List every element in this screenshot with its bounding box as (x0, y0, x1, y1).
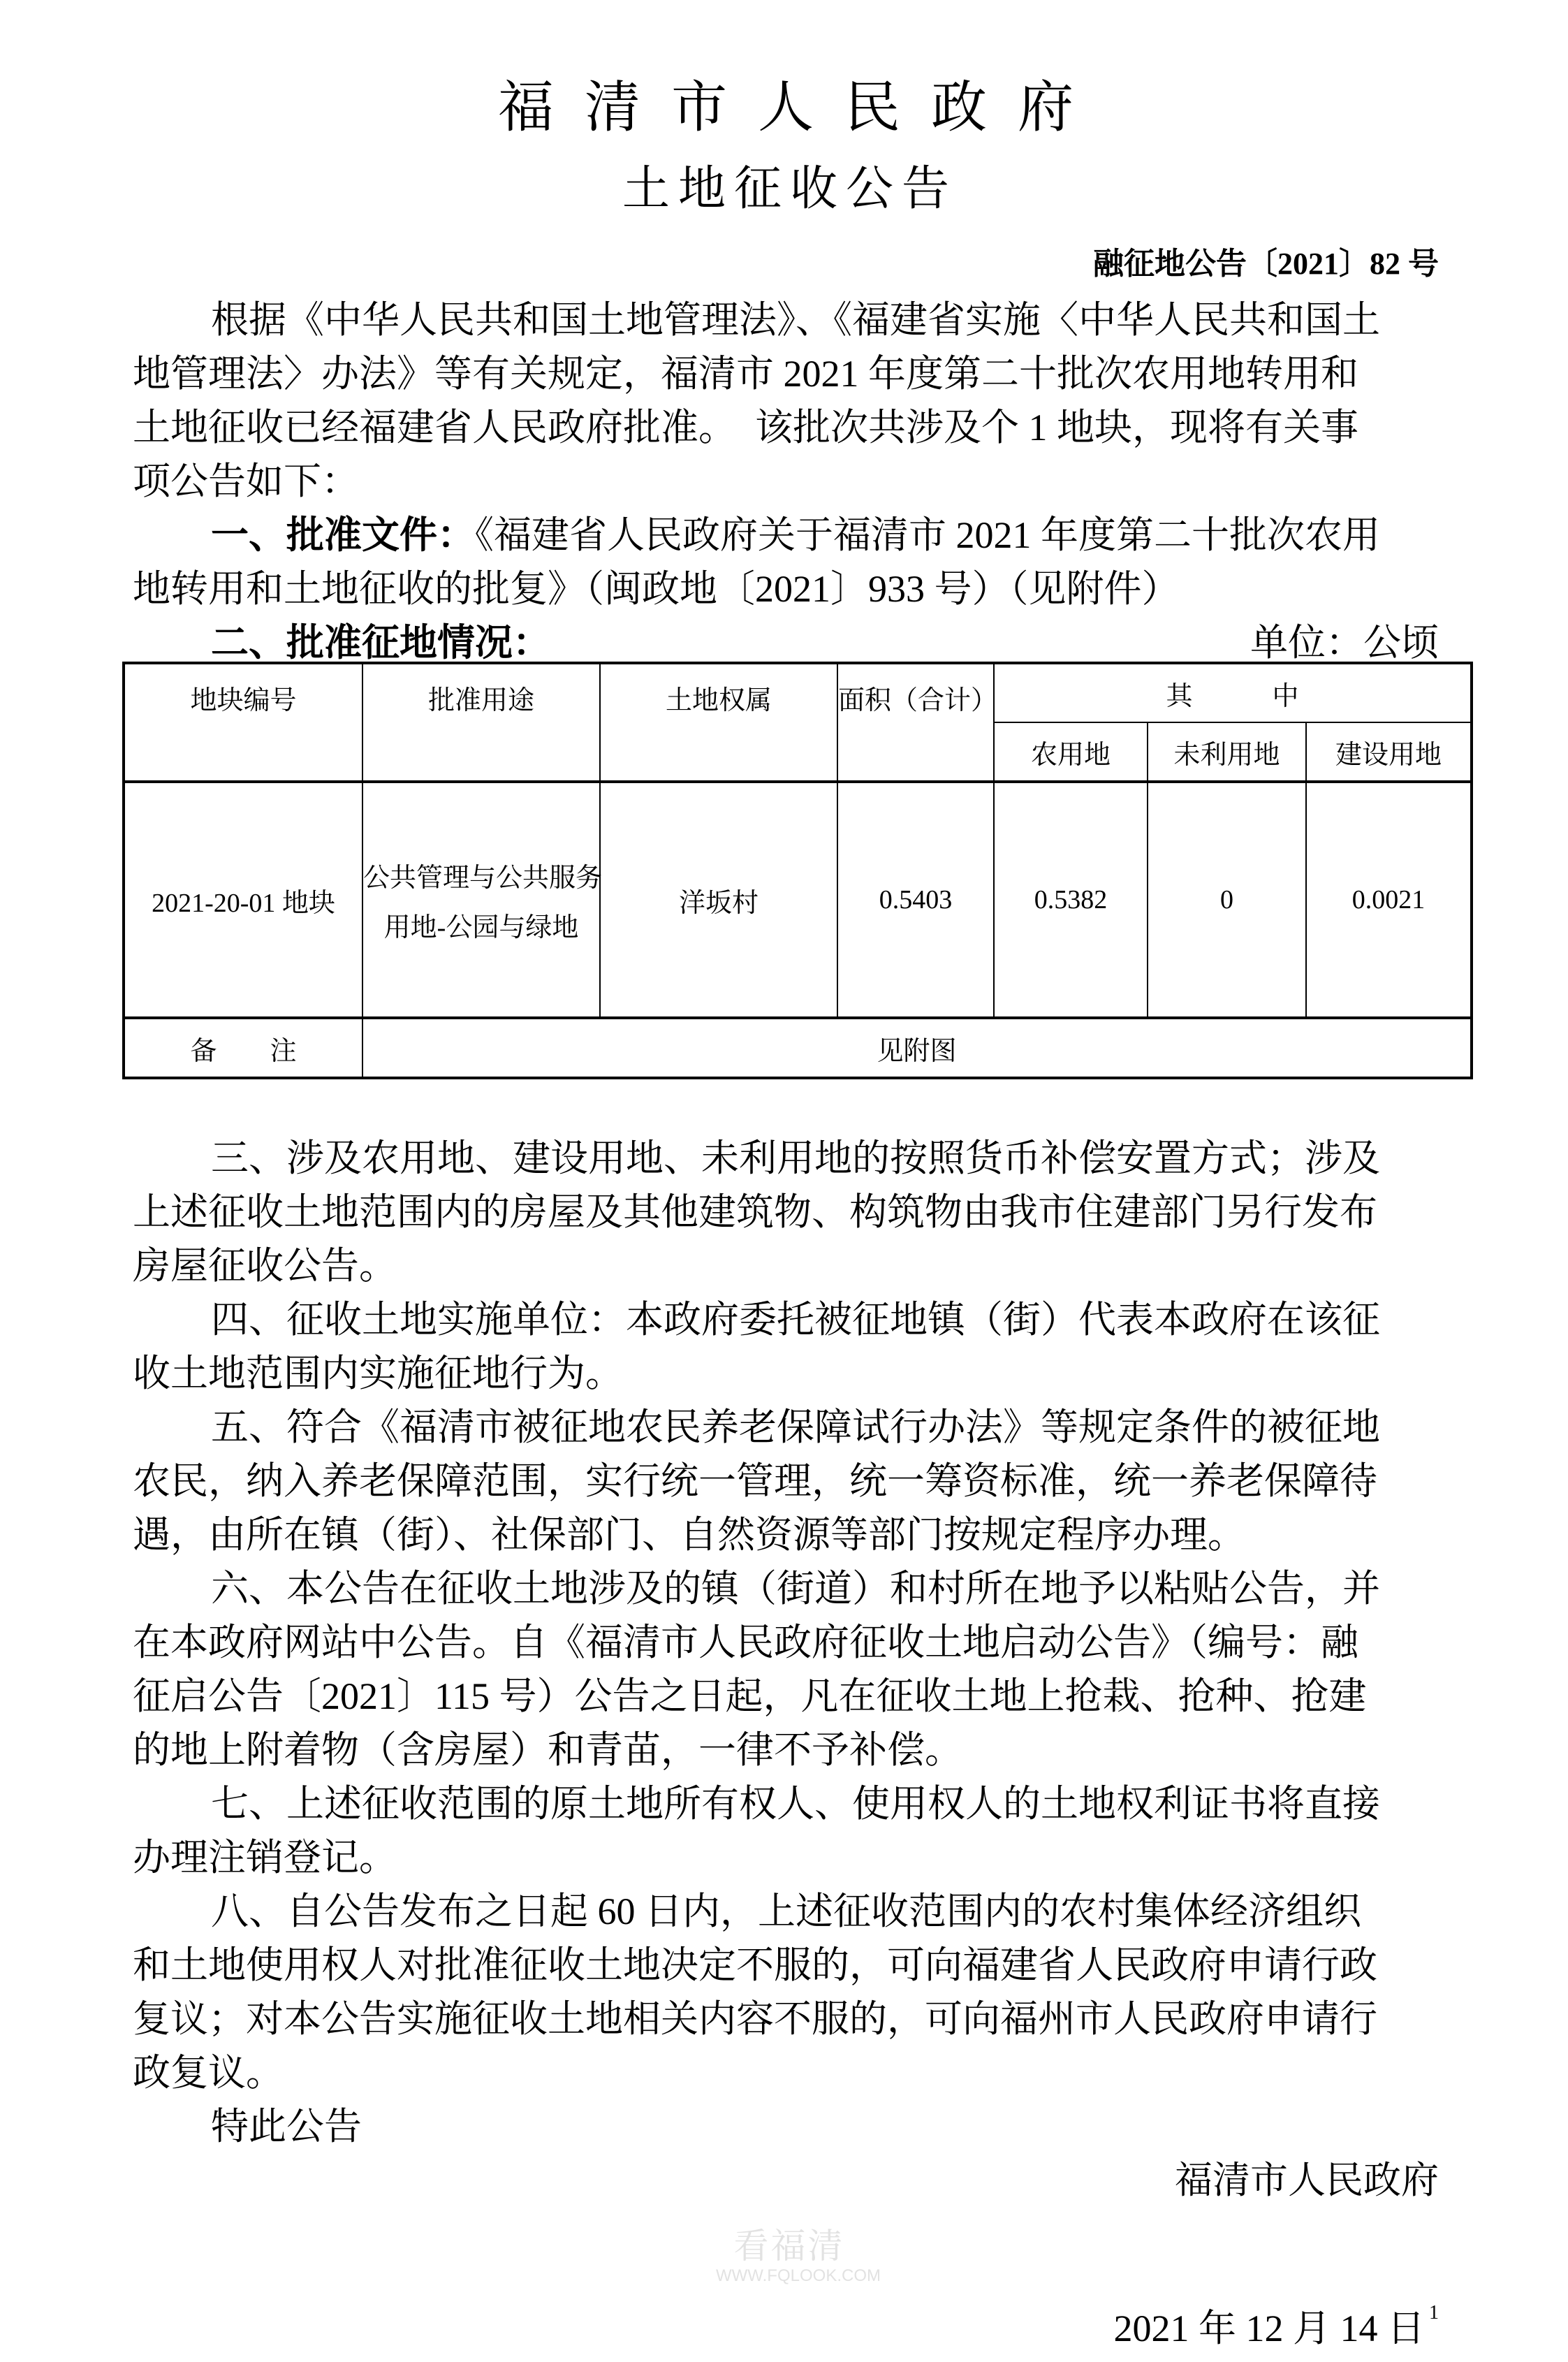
farmland-cell: 0.5382 (994, 782, 1148, 1018)
closing-line: 特此公告 (211, 2106, 362, 2148)
section-five-line: 五、符合《福清市被征地农民养老保障试行办法》等规定条件的被征地 (211, 1406, 1380, 1448)
section-six-line: 六、本公告在征收土地涉及的镇（街道）和村所在地予以粘贴公告，并 (211, 1568, 1380, 1610)
intro-line: 地管理法〉办法》等有关规定，福清市 2021 年度第二十批次农用地转用和 (133, 353, 1358, 395)
col-ownership-header: 土地权属 (600, 663, 837, 782)
remark-value-cell: 见附图 (362, 1018, 1472, 1078)
unit-note: 单位：公顷 (1250, 622, 1439, 664)
approved-use-line1: 公共管理与公共服务 (363, 863, 603, 893)
section-one-line (133, 509, 1439, 562)
date-text: 2021 年 12 月 14 日 (1113, 2308, 1425, 2349)
section-four-line: 收土地范围内实施征地行为。 (133, 1353, 623, 1394)
watermark-title: 看福清 (733, 2226, 845, 2266)
section-seven-line: 办理注销登记。 (133, 1837, 397, 1879)
section-six-line: 的地上附着物（含房屋）和青苗，一律不予补偿。 (133, 1729, 962, 1771)
section-eight-line: 政复议。 (133, 2052, 284, 2094)
document-content (133, 0, 1442, 2356)
body-text (133, 293, 1442, 2356)
intro-line: 根据《中华人民共和国土地管理法》、《福建省实施〈中华人民共和国土 (211, 299, 1380, 341)
section-five-line: 遇，由所在镇（街）、社保部门、自然资源等部门按规定程序办理。 (133, 1514, 1245, 1556)
approved-use-lines (363, 845, 603, 955)
section-five-line: 农民，纳入养老保障范围，实行统一管理，统一筹资标准，统一养老保障待 (133, 1460, 1377, 1502)
col-construction-header: 建设用地 (1306, 722, 1472, 782)
section-three-line: 三、涉及农用地、建设用地、未利用地的按照货币补偿安置方式；涉及 (211, 1137, 1380, 1179)
table-header-row (124, 663, 1472, 722)
section-seven-line: 七、上述征收范围的原土地所有权人、使用权人的土地权利证书将直接 (211, 1783, 1380, 1825)
col-approved-use-header: 批准用途 (362, 663, 600, 782)
section-six-line: 在本政府网站中公告。自《福清市人民政府征收土地启动公告》（编号：融 (133, 1621, 1358, 1663)
ownership-cell: 洋坂村 (600, 782, 837, 1018)
date-line (133, 2302, 1439, 2356)
section-three-line: 上述征收土地范围内的房屋及其他建筑物、构筑物由我市住建部门另行发布 (133, 1191, 1377, 1233)
section-two-label: 二、批准征地情况： (211, 622, 550, 664)
col-farmland-header: 农用地 (994, 722, 1148, 782)
construction-cell: 0.0021 (1306, 782, 1472, 1018)
section-four-line: 四、征收土地实施单位：本政府委托被征地镇（街）代表本政府在该征 (211, 1299, 1380, 1341)
col-unused-header: 未利用地 (1148, 722, 1306, 782)
section-six-line: 征启公告〔2021〕115 号）公告之日起，凡在征收土地上抢栽、抢种、抢建 (133, 1675, 1367, 1717)
approved-use-cell (362, 782, 603, 1018)
unused-cell: 0 (1148, 782, 1306, 1018)
title-line1: 福清市人民政府 (498, 78, 1104, 139)
section-eight-line: 复议；对本公告实施征收土地相关内容不服的，可向福州市人民政府申请行 (133, 1998, 1377, 2040)
plot-no-cell: 2021-20-01 地块 (124, 782, 362, 1018)
section-eight-line: 八、自公告发布之日起 60 日内，上述征收范围内的农村集体经济组织 (211, 1890, 1361, 1932)
approved-use-line2: 用地-公园与绿地 (383, 913, 579, 942)
land-approval-table (122, 662, 1473, 1079)
section-one-label: 一、批准文件： (211, 514, 475, 556)
watermark-url: WWW.FQLOOK.COM (716, 2266, 881, 2285)
intro-line: 土地征收已经福建省人民政府批准。 该批次共涉及个 1 地块，现将有关事 (133, 407, 1358, 449)
col-plot-no-header: 地块编号 (124, 663, 362, 782)
doc-number: 融征地公告〔2021〕82 号 (1093, 247, 1439, 281)
section-three-line: 房屋征收公告。 (133, 1245, 397, 1287)
section-eight-line: 和土地使用权人对批准征收土地决定不服的，可向福建省人民政府申请行政 (133, 1944, 1377, 1986)
remark-label-cell: 备 注 (124, 1018, 362, 1078)
signature-line: 福清市人民政府 (1175, 2159, 1439, 2201)
area-total-cell: 0.5403 (837, 782, 994, 1018)
table-row (124, 782, 1472, 1018)
title-line2: 土地征收公告 (622, 162, 958, 215)
page-number-superscript: 1 (1429, 2302, 1439, 2324)
col-breakdown-header: 其 中 (994, 663, 1472, 722)
col-area-total-header: 面积（合计） (837, 663, 994, 782)
intro-line: 项公告如下： (133, 460, 359, 502)
remark-row (124, 1018, 1472, 1078)
section-one-line: 地转用和土地征收的批复》（闽政地〔2021〕933 号）（见附件） (133, 568, 1180, 610)
section-one-text: 《福建省人民政府关于福清市 2021 年度第二十批次农用 (475, 514, 1380, 556)
